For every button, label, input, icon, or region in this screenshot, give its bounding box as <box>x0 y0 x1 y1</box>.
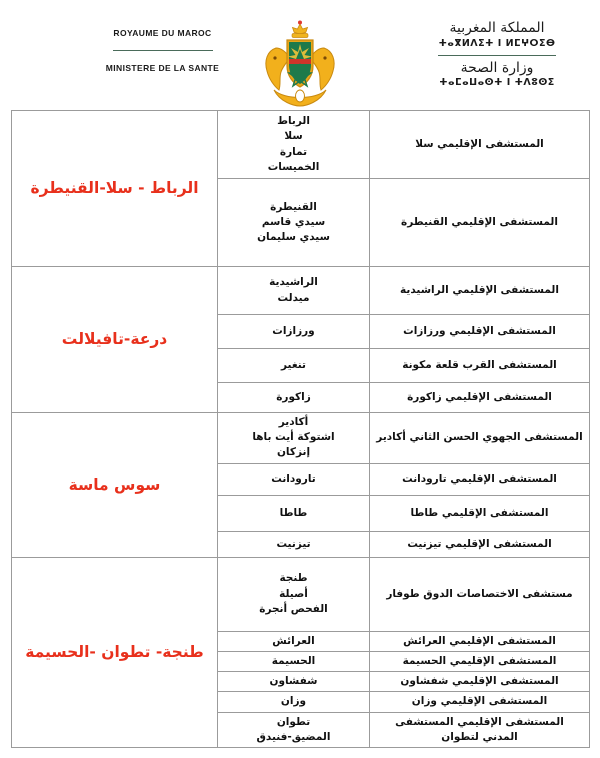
city-name: القنيطرة <box>270 200 317 213</box>
region-cell <box>12 111 218 267</box>
city-name: وزان <box>280 695 307 708</box>
hospital-name: المستشفى الإقليمي تيزنيت <box>407 537 552 550</box>
hospital-name: المستشفى الإقليمي الحسيمة <box>402 654 557 667</box>
city-name: الحسيمة <box>271 654 316 667</box>
ministry-label-ar: وزارة الصحة <box>460 59 534 76</box>
city-name: تارودانت <box>271 472 316 485</box>
hospital-name: مستشفى الاختصاصات الدوق طوفار <box>386 587 573 600</box>
kingdom-label-ar: المملكة المغربية <box>449 20 545 36</box>
hospital-cell <box>370 672 590 692</box>
region-cell <box>12 557 218 747</box>
hospital-name: المستشفى الإقليمي تارودانت <box>402 472 557 485</box>
city-name: اشتوكة أيت باها <box>252 431 335 444</box>
city-name: تطوان <box>276 715 311 728</box>
hospital-name: المستشفى الجهوي الحسن الثاني أكادير <box>376 431 583 444</box>
region-name: سوس ماسة <box>68 475 161 494</box>
hospital-cell <box>370 179 590 267</box>
hospital-cell <box>370 383 590 413</box>
city-name: أكادير <box>278 416 309 428</box>
hospital-name: المستشفى الإقليمي القنيطرة <box>401 215 558 228</box>
city-cell <box>218 712 370 747</box>
hospital-cell <box>370 651 590 671</box>
city-cell <box>218 631 370 651</box>
city-name: طنجة <box>279 572 308 585</box>
city-cell <box>218 531 370 557</box>
city-name: الفحص أنجرة <box>259 602 328 615</box>
city-name: ميدلت <box>277 291 310 304</box>
hospital-name: المستشفى الإقليمي طاطا <box>410 506 549 519</box>
city-cell <box>218 349 370 383</box>
hospital-cell <box>370 531 590 557</box>
hospital-name: المستشفى الإقليمي الراشيدية <box>400 283 559 296</box>
table-row <box>12 413 590 464</box>
header-divider-left <box>113 50 213 51</box>
city-name: سيدي سليمان <box>257 231 330 244</box>
region-name: طنجة- تطوان -الحسيمة <box>25 643 204 662</box>
city-cell <box>218 179 370 267</box>
city-cell <box>218 557 370 631</box>
kingdom-label-fr: ROYAUME DU MAROC <box>113 28 212 38</box>
table-body <box>12 111 590 748</box>
city-cell <box>218 463 370 495</box>
header-french-block <box>70 28 255 73</box>
city-name: ورزازات <box>272 324 315 337</box>
city-cell <box>218 315 370 349</box>
region-cell <box>12 413 218 558</box>
city-name: الخميسات <box>267 160 320 173</box>
hospital-cell <box>370 692 590 712</box>
hospital-name: المستشفى الإقليمي المستشفى المدني لتطوان <box>395 715 564 743</box>
hospital-cell <box>370 463 590 495</box>
region-name: الرباط - سلا-القنيطرة <box>30 179 199 198</box>
hospital-cell <box>370 557 590 631</box>
city-cell <box>218 495 370 531</box>
hospital-cell <box>370 712 590 747</box>
table-row <box>12 267 590 315</box>
header-divider-right <box>438 55 556 56</box>
city-name: المضيق-فنيدق <box>256 730 331 743</box>
hospital-name: المستشفى الإقليمي سلا <box>415 137 544 150</box>
city-name: طاطا <box>279 506 308 519</box>
hospital-cell <box>370 111 590 179</box>
city-name: إنزكان <box>276 446 311 459</box>
city-name: شفشاون <box>269 675 318 688</box>
hospital-cell <box>370 267 590 315</box>
document-header <box>0 0 600 108</box>
city-name: الرباط <box>277 115 310 128</box>
region-name: درعة-تافيلالت <box>61 330 168 349</box>
city-name: تمارة <box>279 145 308 158</box>
kingdom-label-tifinagh: ⵜⴰⴳⵍⴷⵉⵜ ⵏ ⵍⵎⵖⵔⵉⴱ <box>438 37 556 49</box>
city-name: الراشيدية <box>269 276 318 289</box>
table-row <box>12 111 590 179</box>
city-name: سيدي قاسم <box>261 215 326 228</box>
table-row <box>12 557 590 631</box>
city-name: العرائش <box>272 634 315 647</box>
city-cell <box>218 383 370 413</box>
hospital-name: المستشفى الإقليمي زاكورة <box>407 390 552 403</box>
hospital-name: المستشفى القرب قلعة مكونة <box>402 358 557 371</box>
header-arabic-block <box>402 20 592 90</box>
hospital-name: المستشفى الإقليمي شفشاون <box>400 675 559 688</box>
hospital-cell <box>370 315 590 349</box>
hospital-cell <box>370 413 590 464</box>
hospital-name: المستشفى الإقليمي وزان <box>411 695 548 708</box>
hospital-cell <box>370 495 590 531</box>
city-name: زاكورة <box>276 390 311 403</box>
city-name: تيزنيت <box>276 537 311 550</box>
ministry-label-tifinagh: ⵜⴰⵎⴰⵡⴰⵙⵜ ⵏ ⵜⴷⵓⵙⵉ <box>439 77 555 89</box>
city-cell <box>218 692 370 712</box>
city-cell <box>218 111 370 179</box>
city-cell <box>218 672 370 692</box>
city-cell <box>218 267 370 315</box>
hospital-cell <box>370 631 590 651</box>
ministry-label-fr: MINISTERE DE LA SANTE <box>105 63 220 73</box>
region-cell <box>12 267 218 413</box>
city-cell <box>218 651 370 671</box>
regions-hospitals-table <box>11 110 590 748</box>
morocco-coat-of-arms-icon <box>254 18 346 110</box>
hospital-name: المستشفى الإقليمي ورزازات <box>403 324 556 337</box>
city-name: أصيلة <box>279 587 308 600</box>
city-name: سلا <box>284 130 303 143</box>
city-name: تنغير <box>281 358 306 371</box>
hospital-name: المستشفى الإقليمي العرائش <box>403 634 556 647</box>
regions-hospitals-table-wrapper <box>11 110 589 748</box>
hospital-cell <box>370 349 590 383</box>
city-cell <box>218 413 370 464</box>
